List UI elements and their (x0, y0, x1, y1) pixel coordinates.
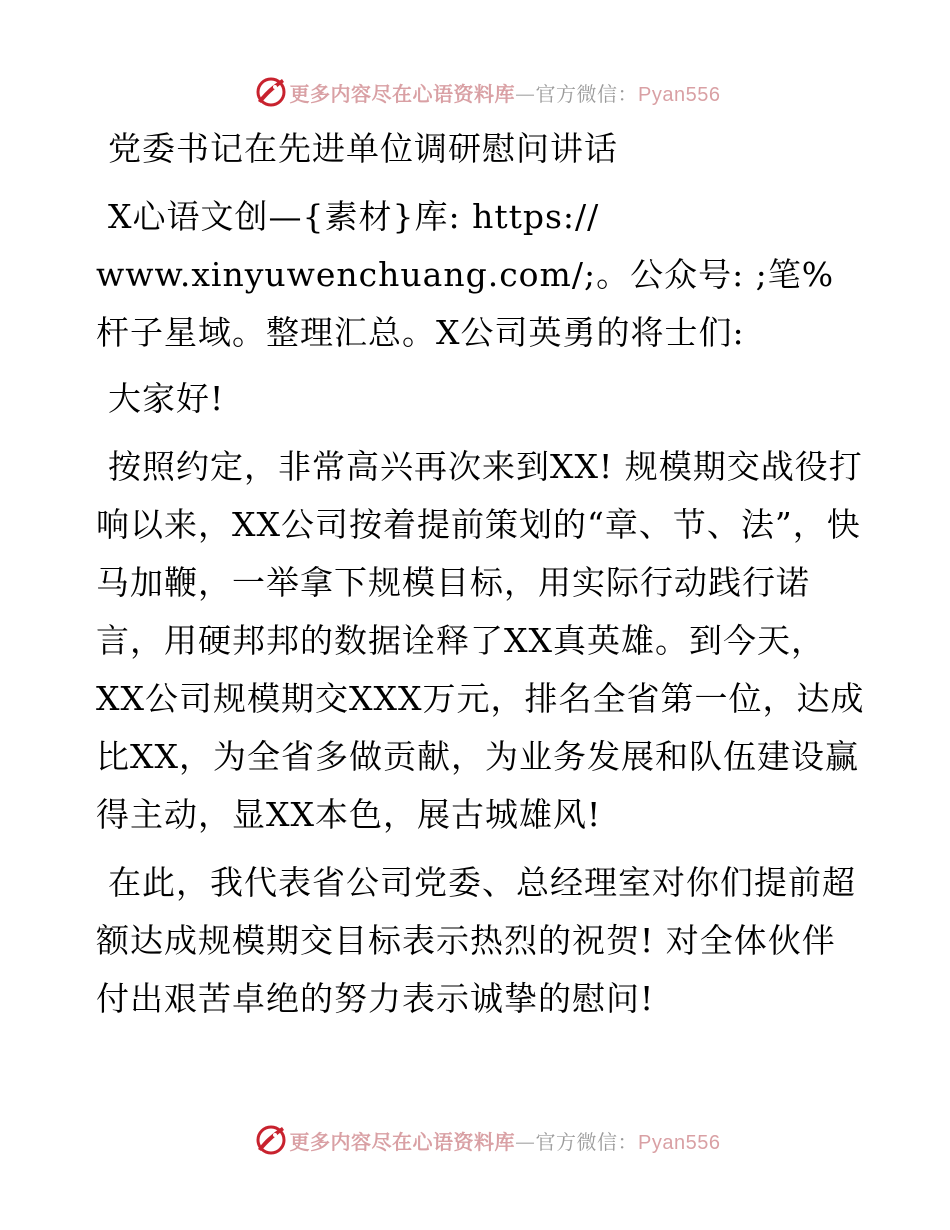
banner-wechat-id: Pyan556 (638, 1131, 721, 1154)
header-banner-content (254, 75, 721, 109)
pen-nib-logo-icon (254, 1123, 288, 1157)
header-banner (0, 72, 950, 112)
banner-main-text: 更多内容尽在心语资料库 (289, 1129, 516, 1154)
banner-dash: — (515, 81, 536, 106)
banner-wechat-label: 官方微信： (535, 1129, 639, 1154)
source-paragraph: X心语文创—{素材}库: https:// www.xinyuwenchuang.com/;。公众号: ;笔%杆子星域。整理汇总。X公司英勇的将士们: (96, 197, 835, 352)
pen-nib-logo-icon (254, 75, 288, 109)
banner-wechat-id: Pyan556 (638, 83, 721, 106)
body-paragraph-2: 在此，我代表省公司党委、总经理室对你们提前超额达成规模期交目标表示热烈的祝贺! 对全体伙伴付出艰苦卓绝的努力表示诚挚的慰问! (96, 863, 856, 1018)
banner-text (290, 78, 721, 107)
banner-wechat-label: 官方微信： (535, 81, 639, 106)
greeting-paragraph: 大家好! (108, 379, 225, 418)
banner-text (290, 1126, 721, 1155)
footer-banner (0, 1120, 950, 1160)
banner-main-text: 更多内容尽在心语资料库 (289, 81, 516, 106)
body-paragraph-1: 按照约定，非常高兴再次来到XX! 规模期交战役打响以来，XX公司按着提前策划的“章、节、法”，快马加鞭，一举拿下规模目标，用实际行动践行诺言，用硬邦邦的数据诠释了XX真英雄。到今天，XX公司规模期交XXX万元，排名全省第一位，达成比XX，为全省多做贡献，为业务发展和队伍建设赢得主动，显XX本色，展古城雄风! (96, 447, 865, 834)
banner-dash: — (515, 1129, 536, 1154)
footer-banner-content (254, 1123, 721, 1157)
document-body (96, 120, 866, 1028)
document-title: 党委书记在先进单位调研慰问讲话 (108, 129, 618, 168)
